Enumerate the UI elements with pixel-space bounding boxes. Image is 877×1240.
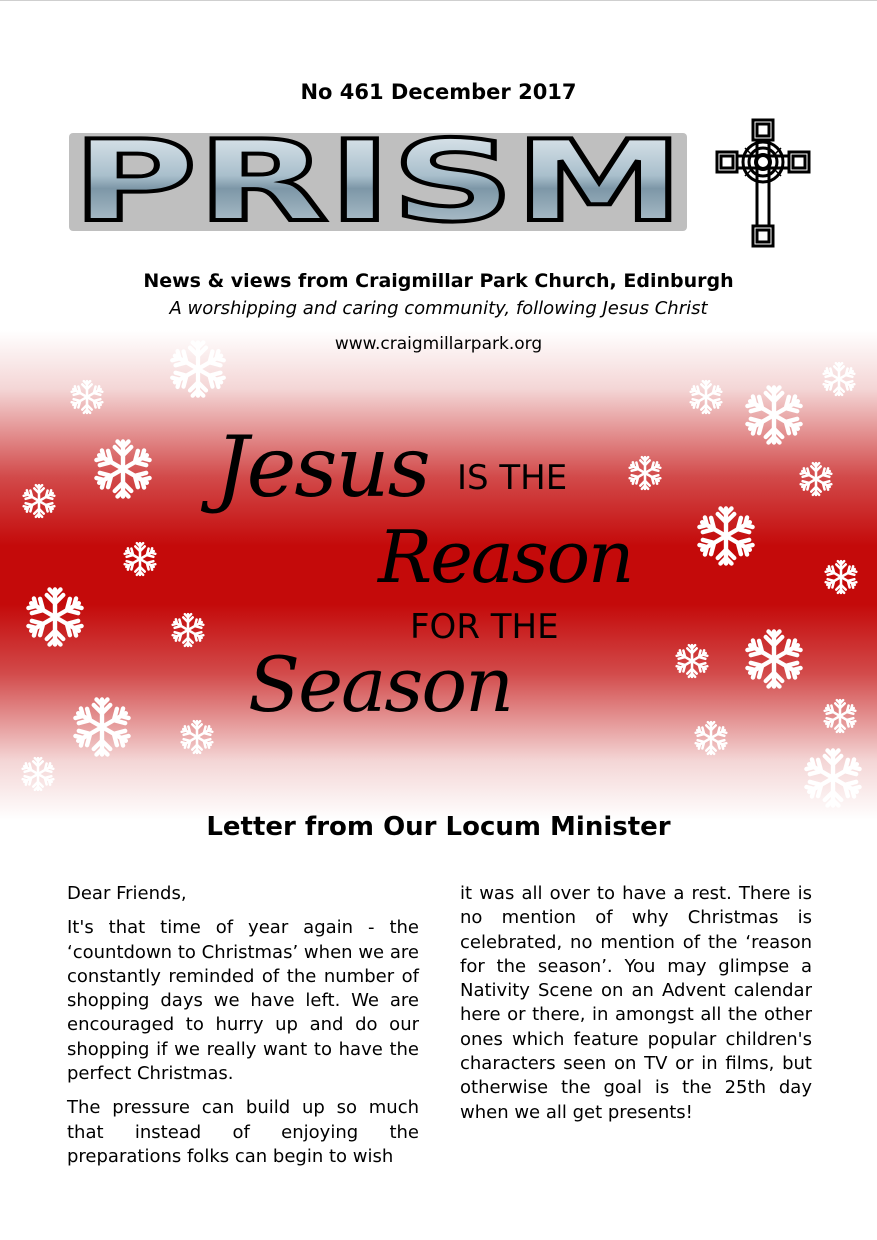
snowflake-icon <box>178 718 216 756</box>
top-border <box>0 0 877 1</box>
snowflake-icon <box>68 378 106 416</box>
website-url: www.craigmillarpark.org <box>334 334 543 354</box>
issue-number: No 461 December 2017 <box>300 80 577 104</box>
snowflake-icon <box>121 540 159 578</box>
snowflake-icon <box>687 378 725 416</box>
letter-paragraph: it was all over to have a rest. There is no mention of why Christmas is celebrated, no mention of the ‘reason for the season’. You may glimpse a Nativity Scene on an Advent calendar here or there, in amongst all the other ones which feature popular children's characters seen on TV or in films, but otherwise the goal is the 25th day when we all get presents! <box>460 883 812 1123</box>
prism-logo-text: PRISM <box>72 128 684 234</box>
letter-column-right <box>460 882 812 1135</box>
letter-title: Letter from Our Locum Minister <box>206 812 671 842</box>
snowflake-icon <box>169 611 207 649</box>
snowflake-icon <box>821 697 859 735</box>
prism-logo <box>66 128 690 234</box>
snowflake-icon <box>820 360 858 398</box>
snowflake-icon <box>822 558 860 596</box>
snowflake-icon <box>69 694 135 760</box>
snowflake-icon <box>19 755 57 793</box>
celtic-cross-icon <box>715 118 811 248</box>
snowflake-icon <box>626 454 664 492</box>
snowflake-icon <box>20 482 58 520</box>
snowflake-icon <box>741 382 807 448</box>
church-tagline: News & views from Craigmillar Park Church, Edinburgh <box>143 270 734 292</box>
letter-paragraph: It's that time of year again - the ‘countdown to Christmas’ when we are constantly reminded of the number of shopping days we have left. We are encouraged to hurry up and do our shopping if we really want to have the perfect Christmas. <box>67 917 419 1085</box>
banner-word-is-the: IS THE <box>457 458 568 498</box>
church-motto: A worshipping and caring community, following Jesus Christ <box>169 298 708 319</box>
snowflake-icon <box>673 642 711 680</box>
snowflake-icon <box>800 745 866 811</box>
letter-salutation: Dear Friends, <box>67 883 187 904</box>
snowflake-icon <box>22 584 88 650</box>
banner-word-reason: Reason <box>378 515 633 599</box>
banner-word-season: Season <box>248 640 513 729</box>
letter-paragraph: The pressure can build up so much that instead of enjoying the preparations folks can begin to wish <box>67 1097 419 1167</box>
banner-word-for-the: FOR THE <box>410 607 559 647</box>
letter-column-left <box>67 882 419 1179</box>
snowflake-icon <box>692 719 730 757</box>
snowflake-icon <box>90 436 156 502</box>
snowflake-icon <box>797 460 835 498</box>
snowflake-icon <box>741 626 807 692</box>
snowflake-icon <box>693 503 759 569</box>
banner-word-jesus: Jesus <box>215 418 429 516</box>
